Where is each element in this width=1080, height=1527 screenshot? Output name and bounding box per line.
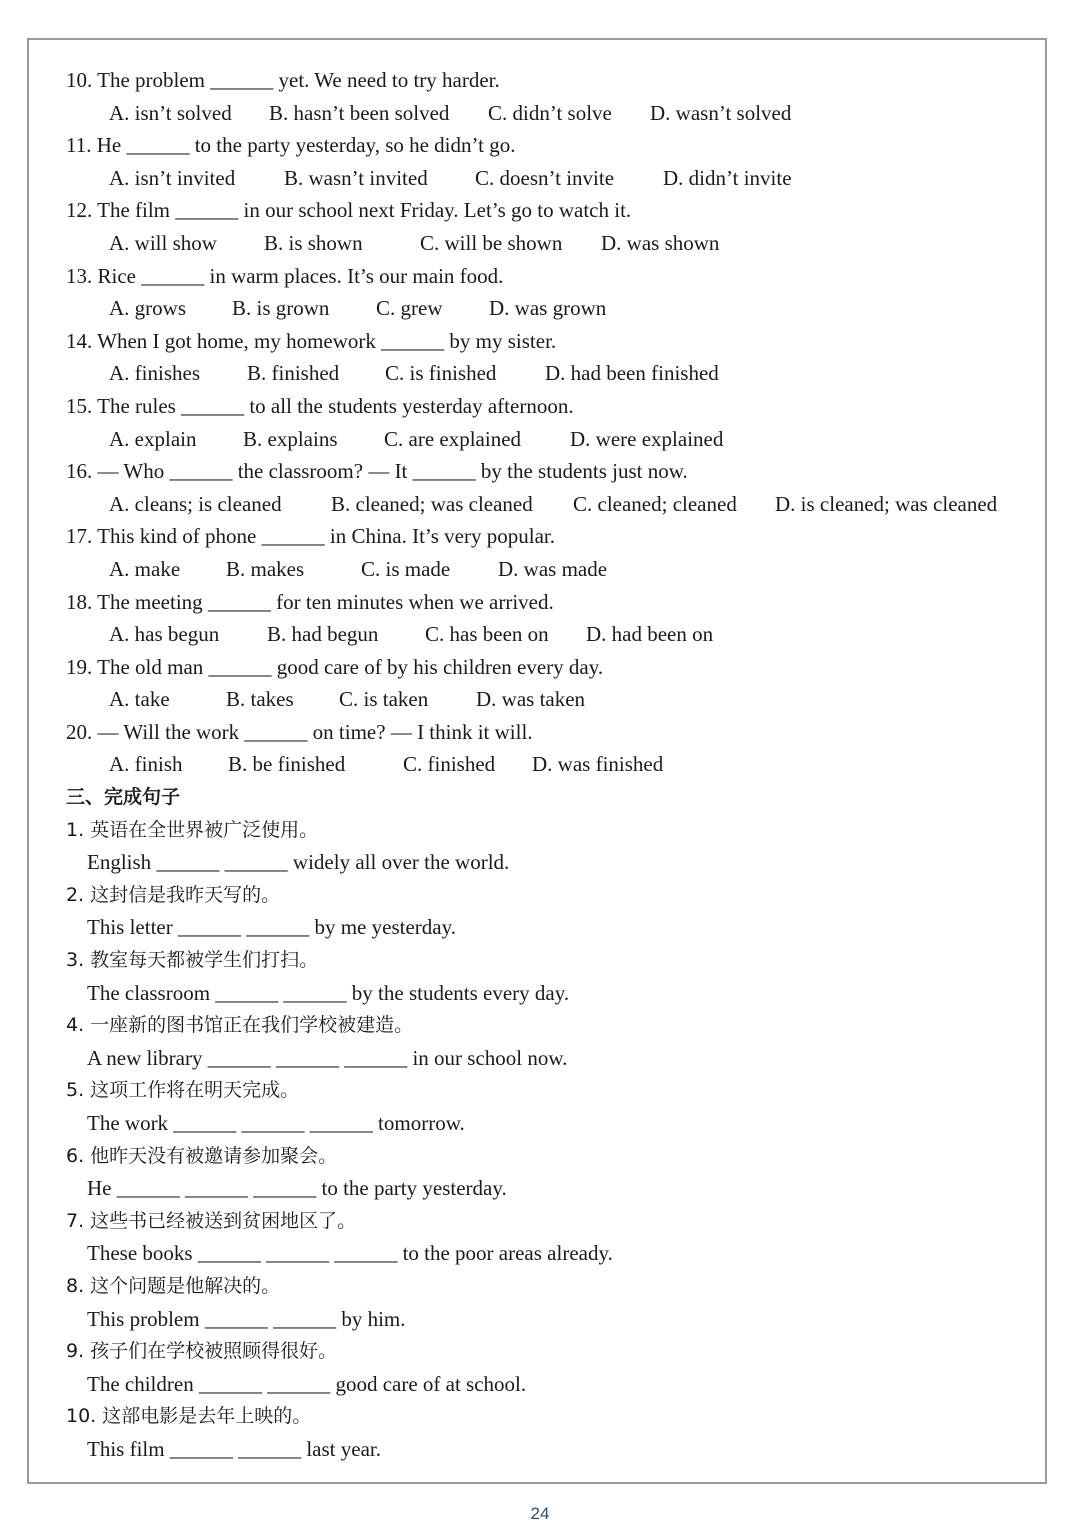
multiple-choice-list	[66, 64, 1026, 781]
sentence-completion-list	[66, 814, 1026, 1466]
option-c: C. grew	[376, 296, 443, 321]
option-b: B. had begun	[267, 622, 379, 647]
chinese-sentence: 4. 一座新的图书馆正在我们学校被建造。	[66, 1014, 414, 1037]
option-a: A. has begun	[109, 622, 220, 647]
question-options	[66, 618, 1026, 651]
option-c: C. are explained	[384, 426, 522, 451]
option-d: D. had been on	[586, 622, 714, 647]
question-options	[66, 488, 1026, 521]
question-stem: 20. — Will the work ______ on time? — I think it will.	[66, 719, 533, 744]
option-b: B. cleaned; was cleaned	[331, 491, 533, 516]
chinese-sentence: 9. 孩子们在学校被照顾得很好。	[66, 1340, 338, 1363]
chinese-sentence: 10. 这部电影是去年上映的。	[66, 1405, 312, 1428]
option-a: A. grows	[109, 296, 186, 321]
question-stem: 19. The old man ______ good care of by his children every day.	[66, 654, 604, 679]
option-b: B. is shown	[264, 230, 363, 255]
chinese-sentence: 6. 他昨天没有被邀请参加聚会。	[66, 1144, 338, 1167]
chinese-sentence: 3. 教室每天都被学生们打扫。	[66, 949, 319, 972]
option-d: D. was made	[498, 556, 608, 581]
question-stem: 12. The film ______ in our school next Friday. Let’s go to watch it.	[66, 198, 632, 223]
english-fill-in: The work ______ ______ ______ tomorrow.	[87, 1111, 465, 1135]
english-fill-in: A new library ______ ______ ______ in our school now.	[87, 1045, 568, 1070]
english-fill-in: These books ______ ______ ______ to the poor areas already.	[87, 1241, 613, 1266]
option-b: B. hasn’t been solved	[269, 100, 450, 125]
option-d: D. was finished	[532, 752, 664, 777]
question-options	[66, 748, 1026, 781]
option-b: B. is grown	[232, 296, 330, 321]
question-stem: 18. The meeting ______ for ten minutes when we arrived.	[66, 589, 554, 614]
option-d: D. was shown	[601, 230, 720, 255]
option-c: C. cleaned; cleaned	[573, 491, 737, 516]
option-c: C. is finished	[385, 361, 497, 386]
question-options	[66, 423, 1026, 456]
option-a: A. isn’t solved	[109, 100, 232, 125]
option-c: C. has been on	[425, 622, 549, 647]
option-b: B. explains	[243, 426, 338, 451]
question-options	[66, 227, 1026, 260]
english-fill-in: This problem ______ ______ by him.	[87, 1306, 406, 1331]
option-c: C. is made	[361, 556, 451, 581]
question-options	[66, 357, 1026, 390]
option-d: D. is cleaned; was cleaned	[775, 491, 998, 516]
option-b: B. makes	[226, 556, 305, 581]
question-stem: 17. This kind of phone ______ in China. It’s very popular.	[66, 524, 555, 549]
question-stem: 15. The rules ______ to all the students yesterday afternoon.	[66, 393, 574, 418]
question-stem: 10. The problem ______ yet. We need to try harder.	[66, 68, 500, 92]
option-a: A. explain	[109, 426, 197, 451]
option-b: B. takes	[226, 687, 294, 712]
option-c: C. finished	[403, 752, 496, 777]
chinese-sentence: 2. 这封信是我昨天写的。	[66, 883, 281, 906]
chinese-sentence: 7. 这些书已经被送到贫困地区了。	[66, 1209, 357, 1232]
question-options	[66, 97, 1026, 130]
page-number: 24	[530, 1504, 550, 1523]
option-a: A. make	[109, 556, 181, 581]
option-a: A. will show	[109, 230, 217, 255]
option-a: A. finish	[109, 752, 183, 777]
option-d: D. was taken	[476, 687, 586, 712]
option-d: D. was grown	[489, 296, 607, 321]
question-stem: 11. He ______ to the party yesterday, so he didn’t go.	[66, 133, 516, 158]
question-options	[66, 683, 1026, 716]
question-stem: 14. When I got home, my homework ______ by my sister.	[66, 328, 557, 353]
english-fill-in: The classroom ______ ______ by the students every day.	[87, 980, 570, 1005]
english-fill-in: The children ______ ______ good care of at school.	[87, 1371, 527, 1396]
option-d: D. had been finished	[545, 361, 719, 386]
section-heading: 三、完成句子	[66, 786, 181, 809]
chinese-sentence: 8. 这个问题是他解决的。	[66, 1274, 281, 1297]
option-d: D. didn’t invite	[663, 165, 792, 190]
option-c: C. will be shown	[420, 230, 563, 255]
option-b: B. be finished	[228, 752, 346, 777]
option-b: B. wasn’t invited	[284, 165, 428, 190]
option-d: D. were explained	[570, 426, 724, 451]
option-c: C. doesn’t invite	[475, 165, 615, 190]
option-d: D. wasn’t solved	[650, 100, 792, 125]
english-fill-in: He ______ ______ ______ to the party yesterday.	[87, 1176, 507, 1201]
option-a: A. cleans; is cleaned	[109, 491, 282, 516]
option-a: A. isn’t invited	[109, 165, 236, 190]
option-c: C. didn’t solve	[488, 100, 612, 125]
option-c: C. is taken	[339, 687, 429, 712]
option-a: A. finishes	[109, 361, 200, 386]
question-options	[66, 553, 1026, 586]
english-fill-in: This film ______ ______ last year.	[87, 1436, 381, 1461]
option-a: A. take	[109, 687, 170, 712]
chinese-sentence: 1. 英语在全世界被广泛使用。	[66, 818, 319, 841]
chinese-sentence: 5. 这项工作将在明天完成。	[66, 1079, 300, 1102]
option-b: B. finished	[247, 361, 340, 386]
english-fill-in: This letter ______ ______ by me yesterday.	[87, 915, 456, 940]
question-options	[66, 292, 1026, 325]
question-stem: 16. — Who ______ the classroom? — It ______ by the students just now.	[66, 459, 688, 484]
question-stem: 13. Rice ______ in warm places. It’s our main food.	[66, 263, 504, 288]
question-options	[66, 162, 1026, 195]
worksheet-content	[66, 64, 1026, 1466]
english-fill-in: English ______ ______ widely all over the world.	[87, 850, 510, 875]
